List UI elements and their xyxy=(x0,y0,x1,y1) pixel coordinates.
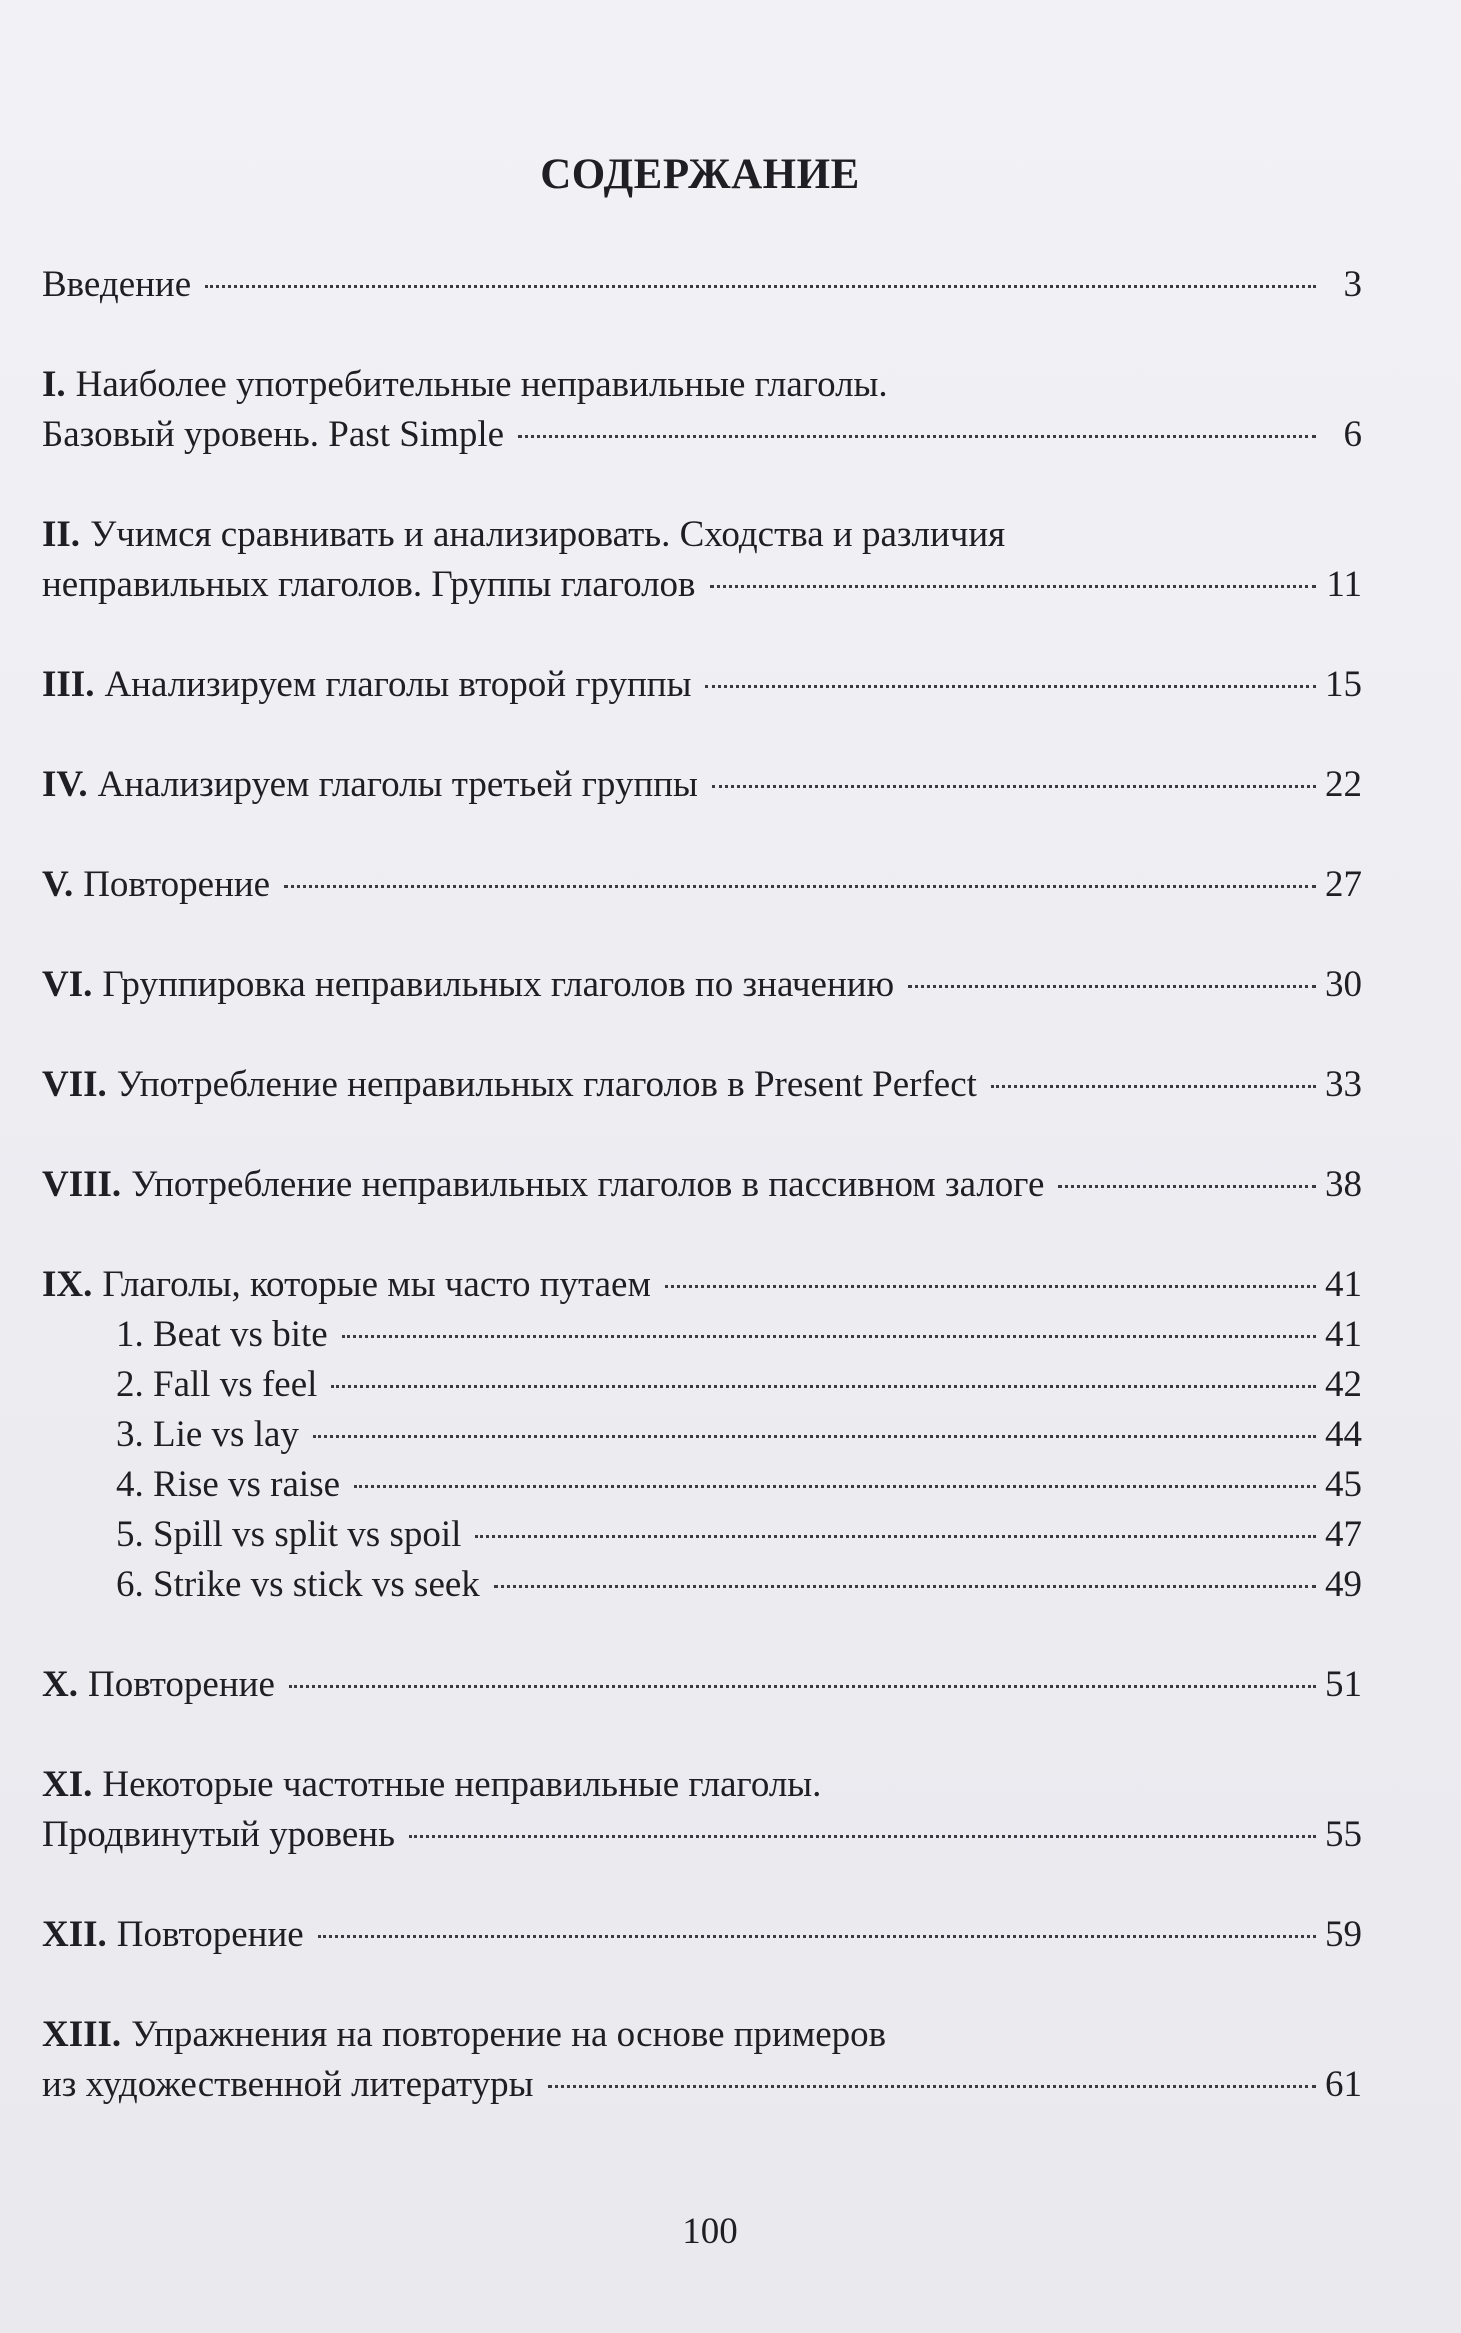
toc-line xyxy=(42,1660,1362,1710)
toc-page-number: 47 xyxy=(1325,1514,1362,1555)
toc-page-number: 33 xyxy=(1325,1064,1362,1105)
chapter-number: I. xyxy=(42,364,66,405)
toc-page-number: 38 xyxy=(1325,1164,1362,1205)
toc-line xyxy=(42,1260,1362,1310)
chapter-number: V. xyxy=(42,864,74,905)
toc-page-number: 11 xyxy=(1326,564,1362,605)
chapter-number: XII. xyxy=(42,1914,107,1955)
toc-line xyxy=(42,660,1362,710)
toc-entry-10 xyxy=(42,1660,1362,1710)
toc-entry-text: неправильных глаголов. Группы глаголов xyxy=(42,564,696,605)
toc-page-number: 55 xyxy=(1325,1814,1362,1855)
dot-leader xyxy=(908,985,1316,988)
toc-entry-text: из художественной литературы xyxy=(42,2064,534,2105)
chapter-number: IX. xyxy=(42,1264,93,1305)
dot-leader xyxy=(518,435,1316,438)
toc-subentry xyxy=(42,1460,1362,1510)
toc-entry-text: Упражнения на повторение на основе примеров xyxy=(131,2014,887,2055)
toc-line xyxy=(42,1410,1362,1460)
dot-leader xyxy=(354,1485,1316,1488)
dot-leader xyxy=(1058,1185,1316,1188)
chapter-number: VII. xyxy=(42,1064,107,1105)
toc-entry-text: Повторение xyxy=(87,1664,275,1705)
dot-leader xyxy=(991,1085,1316,1088)
toc-page-number: 41 xyxy=(1325,1314,1362,1355)
toc-entry-text: Глаголы, которые мы часто путаем xyxy=(102,1264,651,1305)
toc-page-number: 42 xyxy=(1325,1364,1362,1405)
toc-page-number: 45 xyxy=(1325,1464,1362,1505)
chapter-number: IV. xyxy=(42,764,88,805)
toc-entry-text: Повторение xyxy=(116,1914,304,1955)
page-title: СОДЕРЖАНИЕ xyxy=(540,151,860,198)
toc-entry-text: Анализируем глаголы третьей группы xyxy=(97,764,698,805)
dot-leader xyxy=(313,1435,1316,1438)
chapter-number: VIII. xyxy=(42,1164,122,1205)
toc-page-number: 61 xyxy=(1325,2064,1362,2105)
toc-entry-intro xyxy=(42,260,1362,310)
toc-line xyxy=(42,1360,1362,1410)
toc-subentry-text: 3. Lie vs lay xyxy=(116,1414,299,1455)
page-number: 100 xyxy=(682,2211,738,2252)
toc-subentry-text: 2. Fall vs feel xyxy=(116,1364,318,1405)
toc-line xyxy=(42,260,1362,310)
toc-subentry-text: 6. Strike vs stick vs seek xyxy=(116,1564,480,1605)
toc-line xyxy=(42,1760,1362,1810)
dot-leader xyxy=(205,285,1316,288)
toc-page-number: 30 xyxy=(1325,964,1362,1005)
toc-line xyxy=(42,360,1362,410)
toc-line xyxy=(42,960,1362,1010)
toc-subentry-text: 1. Beat vs bite xyxy=(116,1314,328,1355)
chapter-number: X. xyxy=(42,1664,78,1705)
toc-entry-text: Наиболее употребительные неправильные глаголы. xyxy=(75,364,888,405)
toc-entry-text: Повторение xyxy=(83,864,271,905)
toc-page-number: 41 xyxy=(1325,1264,1362,1305)
toc-line xyxy=(42,860,1362,910)
toc-line xyxy=(42,1910,1362,1960)
toc-page-number: 15 xyxy=(1325,664,1362,705)
dot-leader xyxy=(710,585,1316,588)
dot-leader xyxy=(331,1385,1316,1388)
toc-page-number: 6 xyxy=(1343,414,1362,455)
toc-line xyxy=(42,2060,1362,2110)
toc-entry-text: Анализируем глаголы второй группы xyxy=(104,664,692,705)
toc-entry-1 xyxy=(42,360,1362,460)
toc-entry-7 xyxy=(42,1060,1362,1110)
toc-entry-8 xyxy=(42,1160,1362,1210)
toc-entry-9 xyxy=(42,1260,1362,1610)
toc-entry-text: Некоторые частотные неправильные глаголы. xyxy=(102,1764,822,1805)
toc-entry-13 xyxy=(42,2010,1362,2110)
toc-page-number: 59 xyxy=(1325,1914,1362,1955)
chapter-number: II. xyxy=(42,514,81,555)
toc-page-number: 27 xyxy=(1325,864,1362,905)
toc-line xyxy=(42,510,1362,560)
toc-subentry xyxy=(42,1560,1362,1610)
dot-leader xyxy=(475,1535,1316,1538)
toc-line xyxy=(42,2010,1362,2060)
toc-entry-text: Употребление неправильных глаголов в Present Perfect xyxy=(116,1064,977,1105)
toc-entry-6 xyxy=(42,960,1362,1010)
chapter-number: XI. xyxy=(42,1764,93,1805)
dot-leader xyxy=(289,1685,1316,1688)
toc-line xyxy=(42,760,1362,810)
dot-leader xyxy=(494,1585,1316,1588)
toc-subentry xyxy=(42,1310,1362,1360)
toc-page-number: 22 xyxy=(1325,764,1362,805)
toc-line xyxy=(42,1060,1362,1110)
toc-page-number: 44 xyxy=(1325,1414,1362,1455)
toc-page-number: 51 xyxy=(1325,1664,1362,1705)
dot-leader xyxy=(665,1285,1316,1288)
toc-subentry xyxy=(42,1510,1362,1560)
toc-line xyxy=(42,1310,1362,1360)
toc-line xyxy=(42,1560,1362,1610)
toc-page-number: 3 xyxy=(1343,264,1362,305)
toc-line xyxy=(42,560,1362,610)
toc-entry-text: Употребление неправильных глаголов в пассивном залоге xyxy=(131,1164,1045,1205)
toc-entry-4 xyxy=(42,760,1362,810)
toc-subentry-text: 4. Rise vs raise xyxy=(116,1464,341,1505)
toc-subentry xyxy=(42,1410,1362,1460)
toc-line xyxy=(42,1510,1362,1560)
toc-entry-text: Базовый уровень. Past Simple xyxy=(42,414,505,455)
toc-line xyxy=(42,1460,1362,1510)
toc-entry-3 xyxy=(42,660,1362,710)
toc-page-number: 49 xyxy=(1325,1564,1362,1605)
dot-leader xyxy=(705,685,1316,688)
dot-leader xyxy=(409,1835,1316,1838)
chapter-number: XIII. xyxy=(42,2014,122,2055)
toc-entry-text: Группировка неправильных глаголов по значению xyxy=(102,964,895,1005)
toc-entry-11 xyxy=(42,1760,1362,1860)
dot-leader xyxy=(548,2085,1316,2088)
toc-line xyxy=(42,1160,1362,1210)
toc-entry-12 xyxy=(42,1910,1362,1960)
toc-line xyxy=(42,1810,1362,1860)
toc-entry-5 xyxy=(42,860,1362,910)
dot-leader xyxy=(342,1335,1316,1338)
dot-leader xyxy=(712,785,1316,788)
toc-entry-text: Продвинутый уровень xyxy=(42,1814,395,1855)
toc-entry-text: Учимся сравнивать и анализировать. Сходства и различия xyxy=(90,514,1006,555)
chapter-number: III. xyxy=(42,664,95,705)
chapter-number: VI. xyxy=(42,964,93,1005)
toc-subentry-text: 5. Spill vs split vs spoil xyxy=(116,1514,462,1555)
toc-subentry xyxy=(42,1360,1362,1410)
table-of-contents xyxy=(42,260,1362,2110)
dot-leader xyxy=(284,885,1316,888)
toc-line xyxy=(42,410,1362,460)
toc-entry-text: Введение xyxy=(42,264,192,305)
dot-leader xyxy=(318,1935,1316,1938)
toc-entry-2 xyxy=(42,510,1362,610)
